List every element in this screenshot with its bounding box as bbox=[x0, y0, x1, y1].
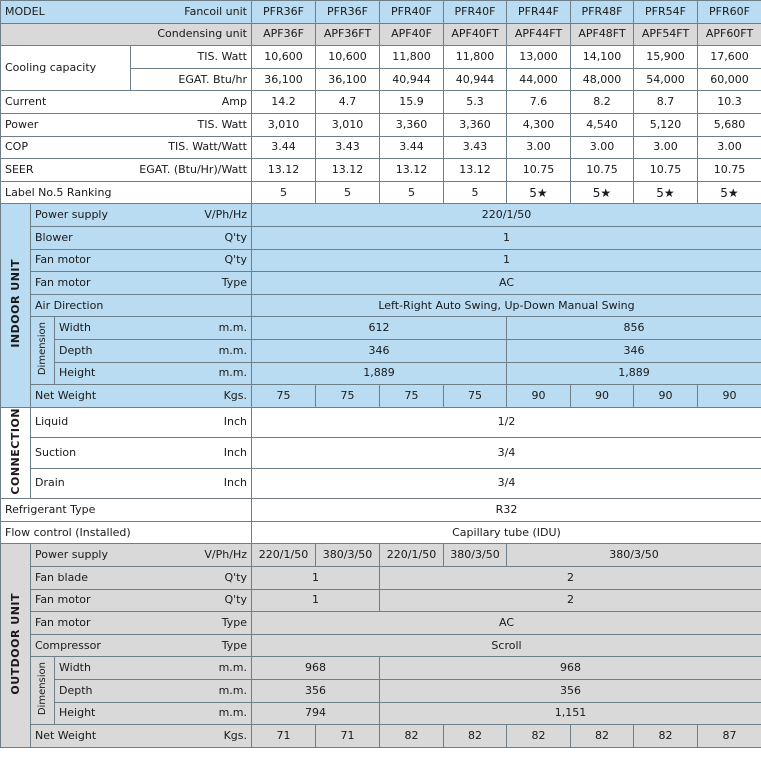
row-indoor-height bbox=[1, 362, 761, 385]
cooling-tis-value: 10,600 bbox=[316, 46, 380, 69]
refrigerant-value: R32 bbox=[252, 499, 761, 522]
current-value: 15.9 bbox=[380, 91, 444, 114]
outdoor-fan-motor-qty-value: 2 bbox=[380, 589, 761, 612]
label5-value: 5★ bbox=[507, 181, 571, 204]
condensing-unit-label: Condensing unit bbox=[1, 23, 252, 46]
cooling-tis-unit: TIS. Watt bbox=[131, 46, 252, 69]
outdoor-width-label: Width bbox=[59, 661, 91, 675]
current-value: 5.3 bbox=[444, 91, 507, 114]
cooling-egat-value: 40,944 bbox=[444, 68, 507, 91]
outdoor-height-value: 794 bbox=[252, 702, 380, 725]
cop-value: 3.00 bbox=[507, 136, 571, 159]
connection-title: CONNECTION bbox=[8, 407, 22, 495]
cooling-egat-value: 36,100 bbox=[316, 68, 380, 91]
liquid-label: Liquid bbox=[35, 415, 69, 429]
outdoor-net-weight-value: 82 bbox=[634, 725, 698, 748]
label5-value: 5★ bbox=[634, 181, 698, 204]
cooling-egat-value: 40,944 bbox=[380, 68, 444, 91]
indoor-fan-motor-type-unit: Type bbox=[221, 275, 247, 289]
suction-label-cell bbox=[31, 438, 252, 469]
power-value: 4,300 bbox=[507, 113, 571, 136]
indoor-unit-title: INDOOR UNIT bbox=[8, 259, 22, 348]
indoor-net-weight-value: 75 bbox=[380, 385, 444, 408]
indoor-dimension-label bbox=[31, 317, 55, 385]
power-value: 3,010 bbox=[316, 113, 380, 136]
fancoil-model: PFR36F bbox=[316, 1, 380, 24]
outdoor-power-supply-value: 220/1/50 bbox=[252, 544, 316, 567]
seer-value: 10.75 bbox=[507, 159, 571, 182]
cooling-tis-value: 11,800 bbox=[444, 46, 507, 69]
indoor-height-label: Height bbox=[59, 366, 96, 380]
row-outdoor-compressor bbox=[1, 634, 761, 657]
fancoil-model: PFR44F bbox=[507, 1, 571, 24]
outdoor-compressor-label-cell bbox=[31, 634, 252, 657]
row-outdoor-fan-motor-type bbox=[1, 612, 761, 635]
row-outdoor-height bbox=[1, 702, 761, 725]
outdoor-depth-label: Depth bbox=[59, 683, 93, 697]
row-indoor-air-direction bbox=[1, 294, 761, 317]
indoor-blower-unit: Q'ty bbox=[224, 230, 247, 244]
cop-unit: TIS. Watt/Watt bbox=[168, 140, 247, 154]
row-outdoor-net-weight bbox=[1, 725, 761, 748]
fancoil-model: PFR36F bbox=[252, 1, 316, 24]
suction-unit: Inch bbox=[223, 445, 247, 459]
condensing-model: APF36F bbox=[252, 23, 316, 46]
power-unit: TIS. Watt bbox=[197, 117, 247, 131]
indoor-depth-value: 346 bbox=[507, 339, 761, 362]
outdoor-width-label-cell bbox=[55, 657, 252, 680]
indoor-height-unit: m.m. bbox=[218, 366, 247, 380]
outdoor-power-supply-value: 380/3/50 bbox=[444, 544, 507, 567]
outdoor-depth-unit: m.m. bbox=[218, 683, 247, 697]
indoor-net-weight-value: 90 bbox=[507, 385, 571, 408]
drain-unit: Inch bbox=[223, 476, 247, 490]
outdoor-compressor-unit: Type bbox=[221, 638, 247, 652]
cooling-egat-unit: EGAT. Btu/hr bbox=[131, 68, 252, 91]
outdoor-net-weight-value: 71 bbox=[316, 725, 380, 748]
indoor-fan-motor-qty-label: Fan motor bbox=[35, 253, 91, 267]
indoor-width-value: 856 bbox=[507, 317, 761, 340]
outdoor-width-value: 968 bbox=[380, 657, 761, 680]
row-flow-control bbox=[1, 521, 761, 544]
suction-value: 3/4 bbox=[252, 438, 761, 469]
cooling-egat-value: 48,000 bbox=[571, 68, 634, 91]
cooling-tis-value: 17,600 bbox=[698, 46, 761, 69]
cop-value: 3.00 bbox=[571, 136, 634, 159]
cop-value: 3.43 bbox=[444, 136, 507, 159]
current-value: 14.2 bbox=[252, 91, 316, 114]
condensing-model: APF44FT bbox=[507, 23, 571, 46]
row-connection-drain bbox=[1, 468, 761, 499]
power-value: 3,360 bbox=[380, 113, 444, 136]
outdoor-compressor-value: Scroll bbox=[252, 634, 761, 657]
condensing-model: APF60FT bbox=[698, 23, 761, 46]
cop-value: 3.44 bbox=[380, 136, 444, 159]
seer-unit: EGAT. (Btu/Hr)/Watt bbox=[139, 162, 247, 176]
model-label: MODEL bbox=[5, 4, 45, 18]
outdoor-net-weight-value: 87 bbox=[698, 725, 761, 748]
cop-value: 3.00 bbox=[634, 136, 698, 159]
outdoor-net-weight-label-cell bbox=[31, 725, 252, 748]
power-value: 5,120 bbox=[634, 113, 698, 136]
current-label-cell bbox=[1, 91, 252, 114]
indoor-net-weight-label-cell bbox=[31, 385, 252, 408]
indoor-width-unit: m.m. bbox=[218, 321, 247, 335]
outdoor-power-supply-value: 380/3/50 bbox=[507, 544, 761, 567]
indoor-power-supply-value: 220/1/50 bbox=[252, 204, 761, 227]
condensing-model: APF40F bbox=[380, 23, 444, 46]
row-outdoor-fan-motor-qty bbox=[1, 589, 761, 612]
suction-label: Suction bbox=[35, 445, 77, 459]
outdoor-height-label-cell bbox=[55, 702, 252, 725]
indoor-net-weight-value: 90 bbox=[698, 385, 761, 408]
current-value: 10.3 bbox=[698, 91, 761, 114]
outdoor-power-supply-label: Power supply bbox=[35, 548, 108, 562]
seer-value: 13.12 bbox=[380, 159, 444, 182]
indoor-depth-label: Depth bbox=[59, 343, 93, 357]
power-label-cell bbox=[1, 113, 252, 136]
outdoor-fan-blade-value: 2 bbox=[380, 567, 761, 590]
label5-value: 5★ bbox=[571, 181, 634, 204]
outdoor-power-supply-value: 380/3/50 bbox=[316, 544, 380, 567]
cooling-capacity-label: Cooling capacity bbox=[1, 46, 131, 91]
indoor-net-weight-value: 75 bbox=[444, 385, 507, 408]
cop-value: 3.43 bbox=[316, 136, 380, 159]
indoor-fan-motor-type-value: AC bbox=[252, 272, 761, 295]
seer-label-cell bbox=[1, 159, 252, 182]
row-refrigerant bbox=[1, 499, 761, 522]
outdoor-net-weight-value: 82 bbox=[571, 725, 634, 748]
indoor-air-direction-value: Left-Right Auto Swing, Up-Down Manual Swing bbox=[252, 294, 761, 317]
indoor-width-label-cell bbox=[55, 317, 252, 340]
condensing-model: APF40FT bbox=[444, 23, 507, 46]
condensing-model: APF48FT bbox=[571, 23, 634, 46]
cooling-egat-value: 54,000 bbox=[634, 68, 698, 91]
outdoor-depth-value: 356 bbox=[380, 680, 761, 703]
indoor-width-label: Width bbox=[59, 321, 91, 335]
indoor-net-weight-value: 90 bbox=[571, 385, 634, 408]
row-current bbox=[1, 91, 761, 114]
outdoor-dimension-title: Dimension bbox=[36, 662, 48, 716]
label5-value: 5 bbox=[444, 181, 507, 204]
indoor-height-value: 1,889 bbox=[507, 362, 761, 385]
refrigerant-label: Refrigerant Type bbox=[1, 499, 252, 522]
row-connection-liquid bbox=[1, 407, 761, 438]
outdoor-unit-title: OUTDOOR UNIT bbox=[8, 592, 22, 695]
cop-label-cell bbox=[1, 136, 252, 159]
outdoor-unit-section-label bbox=[1, 544, 31, 747]
outdoor-fan-blade-label: Fan blade bbox=[35, 570, 89, 584]
current-unit: Amp bbox=[221, 95, 247, 109]
fancoil-unit-label: Fancoil unit bbox=[184, 4, 247, 18]
flow-control-label: Flow control (Installed) bbox=[1, 521, 252, 544]
cooling-tis-value: 14,100 bbox=[571, 46, 634, 69]
seer-value: 10.75 bbox=[698, 159, 761, 182]
label5-label: Label No.5 Ranking bbox=[1, 181, 252, 204]
power-value: 4,540 bbox=[571, 113, 634, 136]
indoor-net-weight-value: 90 bbox=[634, 385, 698, 408]
outdoor-height-value: 1,151 bbox=[380, 702, 761, 725]
indoor-net-weight-unit: Kgs. bbox=[223, 388, 247, 402]
drain-label: Drain bbox=[35, 476, 65, 490]
drain-label-cell bbox=[31, 468, 252, 499]
liquid-unit: Inch bbox=[223, 415, 247, 429]
indoor-depth-value: 346 bbox=[252, 339, 507, 362]
indoor-fan-motor-type-label: Fan motor bbox=[35, 275, 91, 289]
indoor-dimension-title: Dimension bbox=[36, 322, 48, 376]
label5-value: 5★ bbox=[698, 181, 761, 204]
indoor-fan-motor-qty-value: 1 bbox=[252, 249, 761, 272]
row-outdoor-depth bbox=[1, 680, 761, 703]
outdoor-compressor-label: Compressor bbox=[35, 638, 101, 652]
outdoor-depth-label-cell bbox=[55, 680, 252, 703]
row-outdoor-power-supply bbox=[1, 544, 761, 567]
header-row-fancoil bbox=[1, 1, 761, 24]
indoor-net-weight-label: Net Weight bbox=[35, 388, 97, 402]
outdoor-net-weight-unit: Kgs. bbox=[223, 729, 247, 742]
cooling-egat-value: 60,000 bbox=[698, 68, 761, 91]
cooling-tis-value: 11,800 bbox=[380, 46, 444, 69]
model-header-cell bbox=[1, 1, 252, 24]
current-value: 8.2 bbox=[571, 91, 634, 114]
row-indoor-width bbox=[1, 317, 761, 340]
outdoor-power-supply-label-cell bbox=[31, 544, 252, 567]
power-label: Power bbox=[5, 117, 39, 131]
condensing-model: APF36FT bbox=[316, 23, 380, 46]
row-cooling-tis bbox=[1, 46, 761, 69]
outdoor-net-weight-value: 82 bbox=[507, 725, 571, 748]
header-row-condensing bbox=[1, 23, 761, 46]
current-value: 8.7 bbox=[634, 91, 698, 114]
indoor-height-label-cell bbox=[55, 362, 252, 385]
outdoor-net-weight-value: 82 bbox=[380, 725, 444, 748]
cooling-tis-value: 15,900 bbox=[634, 46, 698, 69]
outdoor-fan-blade-label-cell bbox=[31, 567, 252, 590]
indoor-power-supply-label: Power supply bbox=[35, 208, 108, 222]
outdoor-depth-value: 356 bbox=[252, 680, 380, 703]
outdoor-power-supply-unit: V/Ph/Hz bbox=[204, 548, 247, 562]
outdoor-fan-motor-qty-label-cell bbox=[31, 589, 252, 612]
indoor-air-direction-label: Air Direction bbox=[31, 294, 252, 317]
drain-value: 3/4 bbox=[252, 468, 761, 499]
fancoil-model: PFR60F bbox=[698, 1, 761, 24]
outdoor-power-supply-value: 220/1/50 bbox=[380, 544, 444, 567]
indoor-fan-motor-qty-label-cell bbox=[31, 249, 252, 272]
fancoil-model: PFR54F bbox=[634, 1, 698, 24]
outdoor-dimension-label bbox=[31, 657, 55, 725]
row-indoor-power-supply bbox=[1, 204, 761, 227]
indoor-power-supply-unit: V/Ph/Hz bbox=[204, 208, 247, 222]
row-indoor-net-weight bbox=[1, 385, 761, 408]
indoor-net-weight-value: 75 bbox=[252, 385, 316, 408]
seer-label: SEER bbox=[5, 162, 34, 176]
indoor-depth-unit: m.m. bbox=[218, 343, 247, 357]
cooling-tis-value: 13,000 bbox=[507, 46, 571, 69]
fancoil-model: PFR40F bbox=[380, 1, 444, 24]
row-indoor-blower bbox=[1, 226, 761, 249]
liquid-label-cell bbox=[31, 407, 252, 438]
current-value: 7.6 bbox=[507, 91, 571, 114]
current-value: 4.7 bbox=[316, 91, 380, 114]
label5-value: 5 bbox=[252, 181, 316, 204]
row-label5 bbox=[1, 181, 761, 204]
indoor-height-value: 1,889 bbox=[252, 362, 507, 385]
row-outdoor-fan-blade bbox=[1, 567, 761, 590]
row-outdoor-width bbox=[1, 657, 761, 680]
outdoor-width-unit: m.m. bbox=[218, 661, 247, 675]
indoor-blower-label: Blower bbox=[35, 230, 73, 244]
label5-value: 5 bbox=[380, 181, 444, 204]
outdoor-fan-motor-type-unit: Type bbox=[221, 616, 247, 630]
outdoor-height-unit: m.m. bbox=[218, 706, 247, 720]
indoor-net-weight-value: 75 bbox=[316, 385, 380, 408]
row-indoor-fan-motor-qty bbox=[1, 249, 761, 272]
outdoor-net-weight-value: 71 bbox=[252, 725, 316, 748]
power-value: 3,360 bbox=[444, 113, 507, 136]
power-value: 5,680 bbox=[698, 113, 761, 136]
row-seer bbox=[1, 159, 761, 182]
outdoor-fan-motor-qty-unit: Q'ty bbox=[224, 593, 247, 607]
seer-value: 13.12 bbox=[444, 159, 507, 182]
connection-section-label bbox=[1, 407, 31, 499]
indoor-blower-value: 1 bbox=[252, 226, 761, 249]
condensing-model: APF54FT bbox=[634, 23, 698, 46]
indoor-width-value: 612 bbox=[252, 317, 507, 340]
seer-value: 13.12 bbox=[252, 159, 316, 182]
current-label: Current bbox=[5, 95, 47, 109]
row-connection-suction bbox=[1, 438, 761, 469]
liquid-value: 1/2 bbox=[252, 407, 761, 438]
outdoor-fan-motor-qty-label: Fan motor bbox=[35, 593, 91, 607]
outdoor-width-value: 968 bbox=[252, 657, 380, 680]
outdoor-net-weight-value: 82 bbox=[444, 725, 507, 748]
row-cop bbox=[1, 136, 761, 159]
outdoor-net-weight-label: Net Weight bbox=[35, 729, 97, 742]
flow-control-value: Capillary tube (IDU) bbox=[252, 521, 761, 544]
outdoor-fan-motor-qty-value: 1 bbox=[252, 589, 380, 612]
cooling-egat-value: 44,000 bbox=[507, 68, 571, 91]
cop-value: 3.00 bbox=[698, 136, 761, 159]
outdoor-fan-motor-type-value: AC bbox=[252, 612, 761, 635]
indoor-power-supply-label-cell bbox=[31, 204, 252, 227]
fancoil-model: PFR40F bbox=[444, 1, 507, 24]
label5-value: 5 bbox=[316, 181, 380, 204]
indoor-depth-label-cell bbox=[55, 339, 252, 362]
cooling-tis-value: 10,600 bbox=[252, 46, 316, 69]
outdoor-fan-motor-type-label: Fan motor bbox=[35, 616, 91, 630]
indoor-fan-motor-type-label-cell bbox=[31, 272, 252, 295]
row-indoor-depth bbox=[1, 339, 761, 362]
outdoor-fan-motor-type-label-cell bbox=[31, 612, 252, 635]
cop-value: 3.44 bbox=[252, 136, 316, 159]
row-power bbox=[1, 113, 761, 136]
cop-label: COP bbox=[5, 140, 28, 154]
outdoor-fan-blade-unit: Q'ty bbox=[224, 570, 247, 584]
cooling-egat-value: 36,100 bbox=[252, 68, 316, 91]
indoor-unit-section-label bbox=[1, 204, 31, 407]
outdoor-fan-blade-value: 1 bbox=[252, 567, 380, 590]
outdoor-height-label: Height bbox=[59, 706, 96, 720]
fancoil-model: PFR48F bbox=[571, 1, 634, 24]
row-indoor-fan-motor-type bbox=[1, 272, 761, 295]
seer-value: 10.75 bbox=[634, 159, 698, 182]
power-value: 3,010 bbox=[252, 113, 316, 136]
indoor-fan-motor-qty-unit: Q'ty bbox=[224, 253, 247, 267]
seer-value: 10.75 bbox=[571, 159, 634, 182]
seer-value: 13.12 bbox=[316, 159, 380, 182]
indoor-blower-label-cell bbox=[31, 226, 252, 249]
